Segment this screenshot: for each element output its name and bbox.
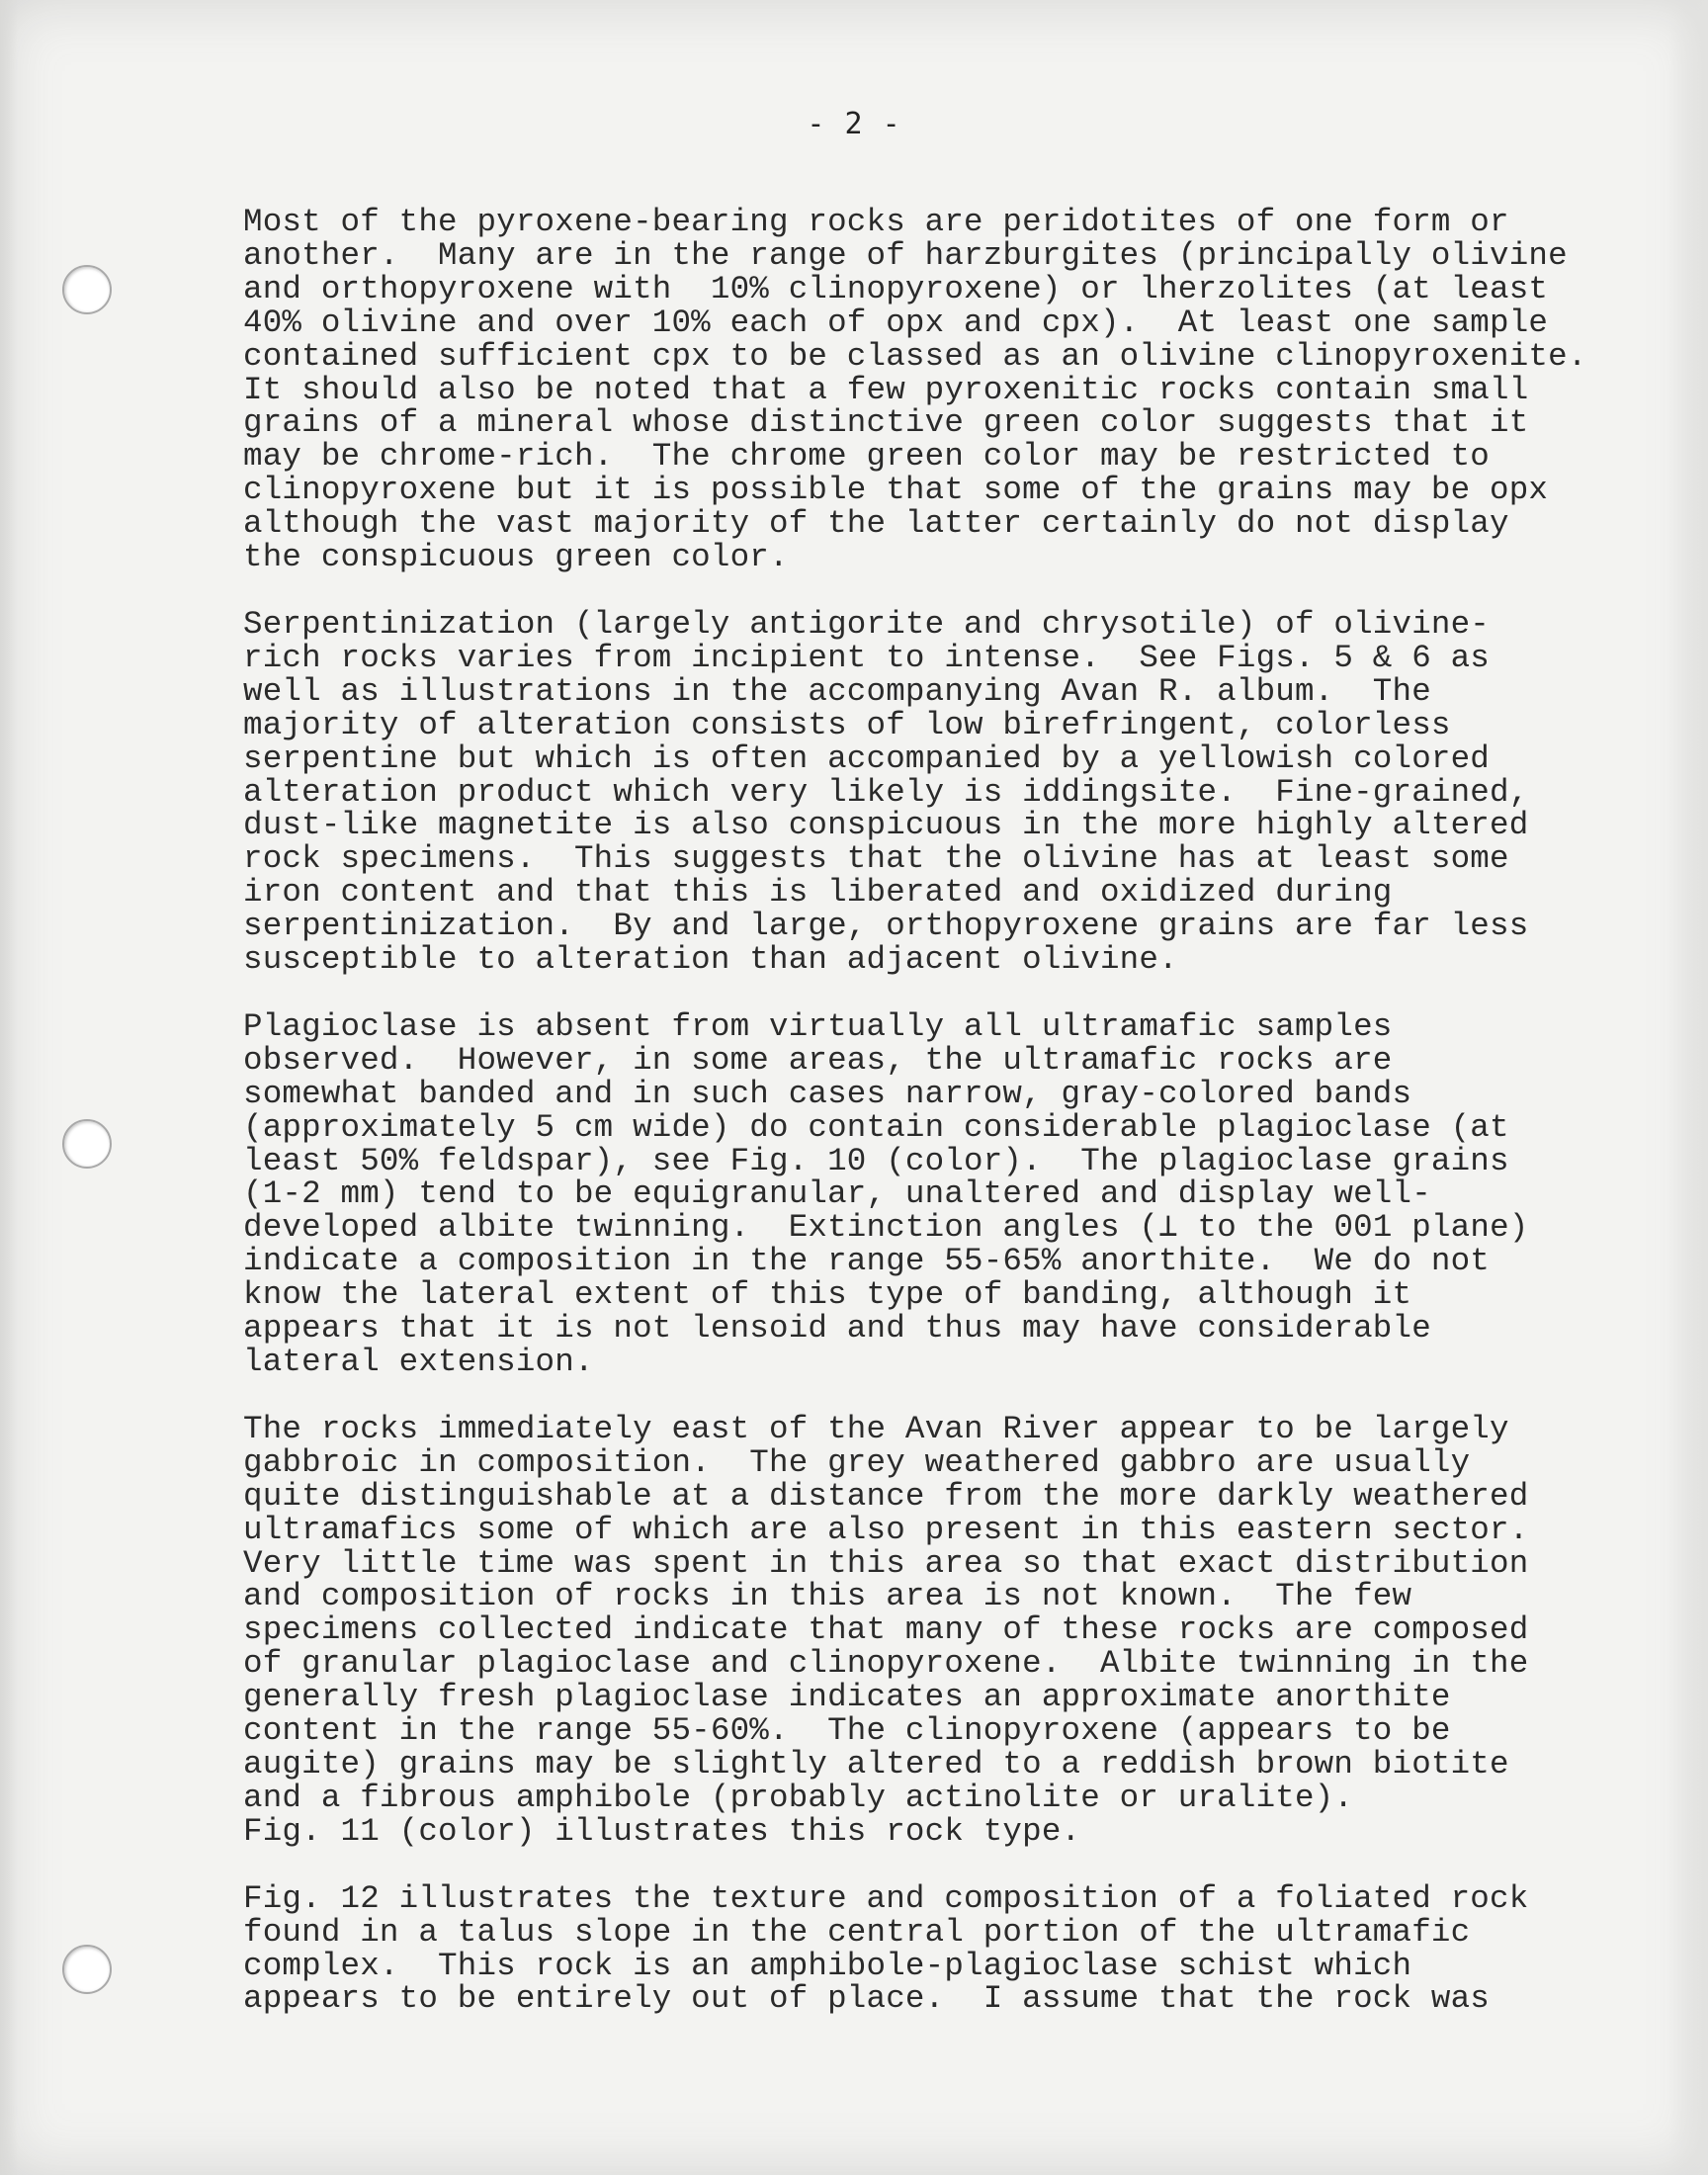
punch-hole-middle: [62, 1119, 112, 1169]
text-line: serpentine but which is often accompanied by a yellowish colored: [243, 740, 1491, 777]
text-line: and composition of rocks in this area is not known. The few: [243, 1578, 1412, 1615]
text-line: augite) grains may be slightly altered to a reddish brown biotite: [243, 1745, 1509, 1783]
text-line: although the vast majority of the latter certainly do not display: [243, 505, 1509, 543]
text-line: the conspicuous green color.: [243, 539, 789, 576]
paragraph: [243, 206, 1627, 574]
text-line: Fig. 11 (color) illustrates this rock type.: [243, 1812, 1081, 1850]
paragraph: [243, 605, 1627, 979]
text-line: developed albite twinning. Extinction angles (⊥ to the 001 plane): [243, 1209, 1529, 1247]
page-edge-shadow-left: [0, 0, 18, 2175]
text-line: serpentinization. By and large, orthopyroxene grains are far less: [243, 908, 1529, 945]
text-line: Fig. 12 illustrates the texture and composition of a foliated rock: [243, 1879, 1529, 1917]
punch-hole-bottom: [62, 1945, 112, 1994]
text-line: another. Many are in the range of harzburgites (principally olivine: [243, 236, 1568, 274]
text-line: Serpentinization (largely antigorite and chrysotile) of olivine-: [243, 605, 1491, 643]
text-line: dust-like magnetite is also conspicuous in the more highly altered: [243, 807, 1529, 844]
text-line: of granular plagioclase and clinopyroxene. Albite twinning in the: [243, 1645, 1529, 1683]
text-line: indicate a composition in the range 55-65% anorthite. We do not: [243, 1243, 1491, 1280]
text-line: complex. This rock is an amphibole-plagioclase schist which: [243, 1947, 1412, 1984]
text-line: know the lateral extent of this type of banding, although it: [243, 1276, 1412, 1314]
text-line: may be chrome-rich. The chrome green color may be restricted to: [243, 438, 1491, 476]
text-line: (1-2 mm) tend to be equigranular, unaltered and display well-: [243, 1175, 1431, 1213]
paragraph: [243, 1879, 1627, 2018]
text-line: quite distinguishable at a distance from the more darkly weathered: [243, 1477, 1529, 1515]
text-line: well as illustrations in the accompanying Avan R. album. The: [243, 672, 1431, 710]
text-line: majority of alteration consists of low birefringent, colorless: [243, 706, 1451, 743]
text-line: 40% olivine and over 10% each of opx and cpx). At least one sample: [243, 304, 1549, 341]
text-line: alteration product which very likely is iddingsite. Fine-grained,: [243, 773, 1529, 811]
text-line: The rocks immediately east of the Avan River appear to be largely: [243, 1410, 1509, 1447]
page-number: - 2 -: [807, 107, 901, 141]
paragraph: [243, 1410, 1627, 1850]
text-line: grains of a mineral whose distinctive green color suggests that it: [243, 404, 1529, 442]
text-line: lateral extension.: [243, 1344, 594, 1380]
text-line: contained sufficient cpx to be classed as an olivine clinopyroxenite.: [243, 337, 1587, 375]
text-line: Most of the pyroxene-bearing rocks are peridotites of one form or: [243, 204, 1509, 240]
text-line: appears to be entirely out of place. I assume that the rock was: [243, 1980, 1491, 2018]
text-line: Plagioclase is absent from virtually all ultramafic samples: [243, 1007, 1393, 1045]
body-text: [243, 206, 1627, 2049]
page-edge-shadow-right: [1668, 0, 1708, 2175]
text-line: rich rocks varies from incipient to intense. See Figs. 5 & 6 as: [243, 639, 1491, 676]
text-line: susceptible to alteration than adjacent olivine.: [243, 941, 1178, 979]
text-line: least 50% feldspar), see Fig. 10 (color). The plagioclase grains: [243, 1142, 1509, 1179]
text-line: observed. However, in some areas, the ultramafic rocks are: [243, 1041, 1393, 1079]
text-line: ultramafics some of which are also present in this eastern sector.: [243, 1511, 1529, 1548]
text-line: and a fibrous amphibole (probably actinolite or uralite).: [243, 1779, 1354, 1816]
text-line: specimens collected indicate that many of these rocks are composed: [243, 1611, 1529, 1649]
text-line: iron content and that this is liberated and oxidized during: [243, 874, 1393, 912]
text-line: rock specimens. This suggests that the olivine has at least some: [243, 840, 1509, 878]
text-line: and orthopyroxene with 10% clinopyroxene) or lherzolites (at least: [243, 270, 1549, 307]
text-line: (approximately 5 cm wide) do contain considerable plagioclase (at: [243, 1108, 1509, 1146]
text-line: Very little time was spent in this area so that exact distribution: [243, 1544, 1529, 1582]
punch-hole-top: [62, 265, 112, 314]
text-line: It should also be noted that a few pyroxenitic rocks contain small: [243, 371, 1529, 408]
text-line: generally fresh plagioclase indicates an approximate anorthite: [243, 1679, 1451, 1716]
text-line: found in a talus slope in the central portion of the ultramafic: [243, 1913, 1471, 1951]
text-line: somewhat banded and in such cases narrow, gray-colored bands: [243, 1075, 1412, 1112]
text-line: gabbroic in composition. The grey weathered gabbro are usually: [243, 1443, 1471, 1481]
text-line: clinopyroxene but it is possible that some of the grains may be opx: [243, 472, 1549, 509]
paragraph: [243, 1007, 1627, 1380]
text-line: content in the range 55-60%. The clinopyroxene (appears to be: [243, 1712, 1451, 1750]
text-line: appears that it is not lensoid and thus may have considerable: [243, 1310, 1431, 1348]
